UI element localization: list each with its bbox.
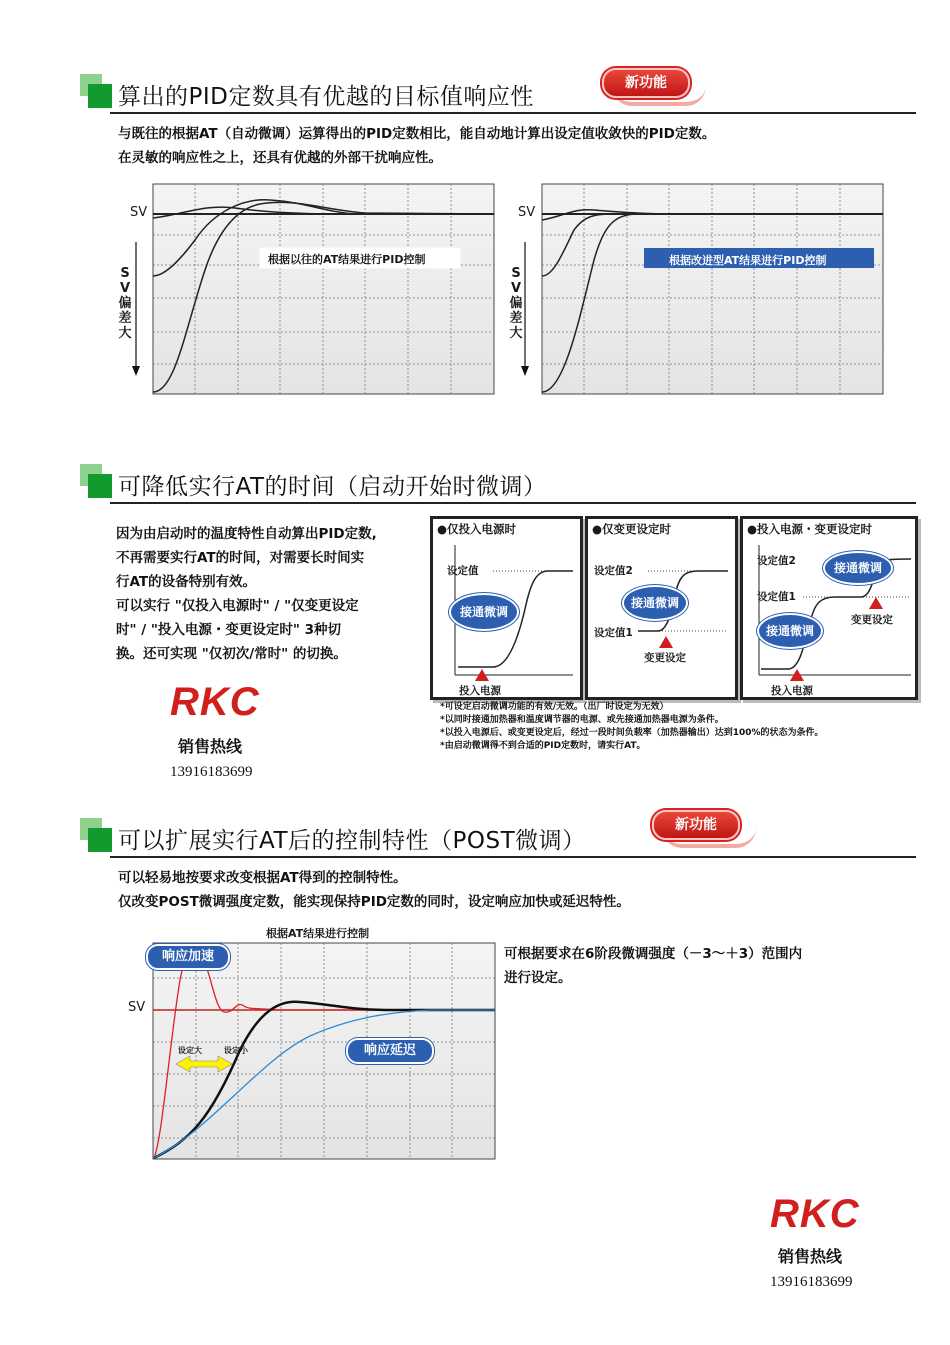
section2-desc: 因为由启动时的温度特性自动算出PID定数, 不再需要实行AT的时间，对需要长时间实 行AT的设备特别有效。 可以实行 "仅投入电源时" / "仅变更设定 时" / "投入电源・变更设定时" 3种切 换。还可实现 "仅初次/常时" 的切换。	[116, 526, 377, 662]
panel-power-on	[430, 516, 583, 700]
panel-title: ●仅变更设定时	[592, 522, 672, 536]
section1-desc-1: 与既往的根据AT（自动微调）运算得出的PID定数相比，能自动地计算出设定值收敛快的PID定数。	[118, 126, 716, 142]
section3-desc-1: 可以轻易地按要求改变根据AT得到的控制特性。	[118, 870, 407, 886]
chart-left-caption: 根据以往的AT结果进行PID控制	[268, 253, 426, 266]
panel-event: 变更设定	[644, 652, 686, 664]
tuning-bubble: 接通微调	[757, 613, 823, 649]
chart-left-sv-label: SV	[130, 205, 148, 220]
change-marker	[869, 597, 883, 609]
rkc-logo-1: RKC	[170, 680, 260, 724]
tuning-bubble-2: 接通微调	[823, 551, 893, 585]
response-slow-label: 响应延迟	[346, 1038, 434, 1064]
panel-setpoint-change	[585, 516, 738, 700]
panel-label: 设定值1	[594, 627, 633, 639]
section2-notes: *可设定启动微调功能的有效/无效。（出厂时设定为无效） *以同时接通加热器和温度调节器的电源、或先接通加热器电源为条件。 *以投入电源后、或变更设定后，经过一段时间负载率（加热器输出）达到100%的状态为条件。 *由启动微调得不到合适的PID定数时，请实行AT。	[440, 702, 824, 751]
section1-title: 算出的PID定数具有优越的目标值响应性	[118, 84, 534, 110]
chart-right	[514, 180, 889, 398]
new-feature-label: 新功能	[652, 810, 740, 840]
post-chart-sv-label: SV	[128, 1000, 146, 1015]
power-on-marker	[475, 669, 489, 681]
panel-label: 设定值	[447, 565, 479, 577]
section1-desc-2: 在灵敏的响应性之上，还具有优越的外部干扰响应性。	[118, 150, 442, 166]
panel-label: 设定值2	[757, 555, 796, 567]
panel-event-2: 变更设定	[851, 614, 893, 626]
section1-rule	[110, 112, 916, 114]
set-small-label: 设定小	[224, 1046, 248, 1055]
section3-rule	[110, 856, 916, 858]
chart-left-axis-label: S V 偏 差 大	[118, 266, 132, 341]
tuning-bubble: 接通微调	[622, 585, 688, 621]
header-square-dark	[88, 474, 112, 498]
chart-right-axis-label: S V 偏 差 大	[509, 266, 523, 341]
header-square-dark	[88, 828, 112, 852]
section3-title: 可以扩展实行AT后的控制特性（POST微调）	[118, 828, 586, 854]
panel-event: 投入电源	[771, 685, 813, 697]
hotline-label-1: 销售热线	[178, 737, 243, 756]
power-on-marker	[790, 669, 804, 681]
set-large-label: 设定大	[178, 1046, 202, 1055]
post-tuning-chart	[150, 940, 500, 1162]
panel-event: 投入电源	[459, 685, 501, 697]
chart-right-sv-label: SV	[518, 205, 536, 220]
panel-title: ●投入电源・变更设定时	[747, 522, 873, 536]
chart-left	[125, 180, 500, 398]
hotline-phone-2: 13916183699	[770, 1274, 853, 1290]
section2-title: 可降低实行AT的时间（启动开始时微调）	[118, 474, 547, 500]
panel-label: 设定值2	[594, 565, 633, 577]
section3-desc-2: 仅改变POST微调强度定数，能实现保持PID定数的同时，设定响应加快或延迟特性。	[118, 894, 630, 910]
panel-title: ●仅投入电源时	[437, 522, 517, 536]
change-marker	[659, 636, 673, 648]
section2-rule	[110, 502, 916, 504]
hotline-label-2: 销售热线	[778, 1247, 843, 1266]
panel-power-and-change	[740, 516, 918, 700]
post-chart-top-caption: 根据AT结果进行控制	[266, 927, 370, 940]
section3-right-text: 可根据要求在6阶段微调强度（－3～＋3）范围内 进行设定。	[504, 946, 803, 986]
panel-label: 设定值1	[757, 591, 796, 603]
response-fast-label: 响应加速	[146, 944, 230, 970]
rkc-logo-2: RKC	[770, 1192, 860, 1236]
tuning-bubble: 接通微调	[449, 593, 519, 631]
chart-right-caption: 根据改进型AT结果进行PID控制	[669, 254, 827, 267]
new-feature-label: 新功能	[602, 68, 690, 98]
new-feature-badge-1	[598, 64, 706, 104]
hotline-phone-1: 13916183699	[170, 764, 253, 780]
new-feature-badge-2	[648, 806, 756, 846]
header-square-dark	[88, 84, 112, 108]
